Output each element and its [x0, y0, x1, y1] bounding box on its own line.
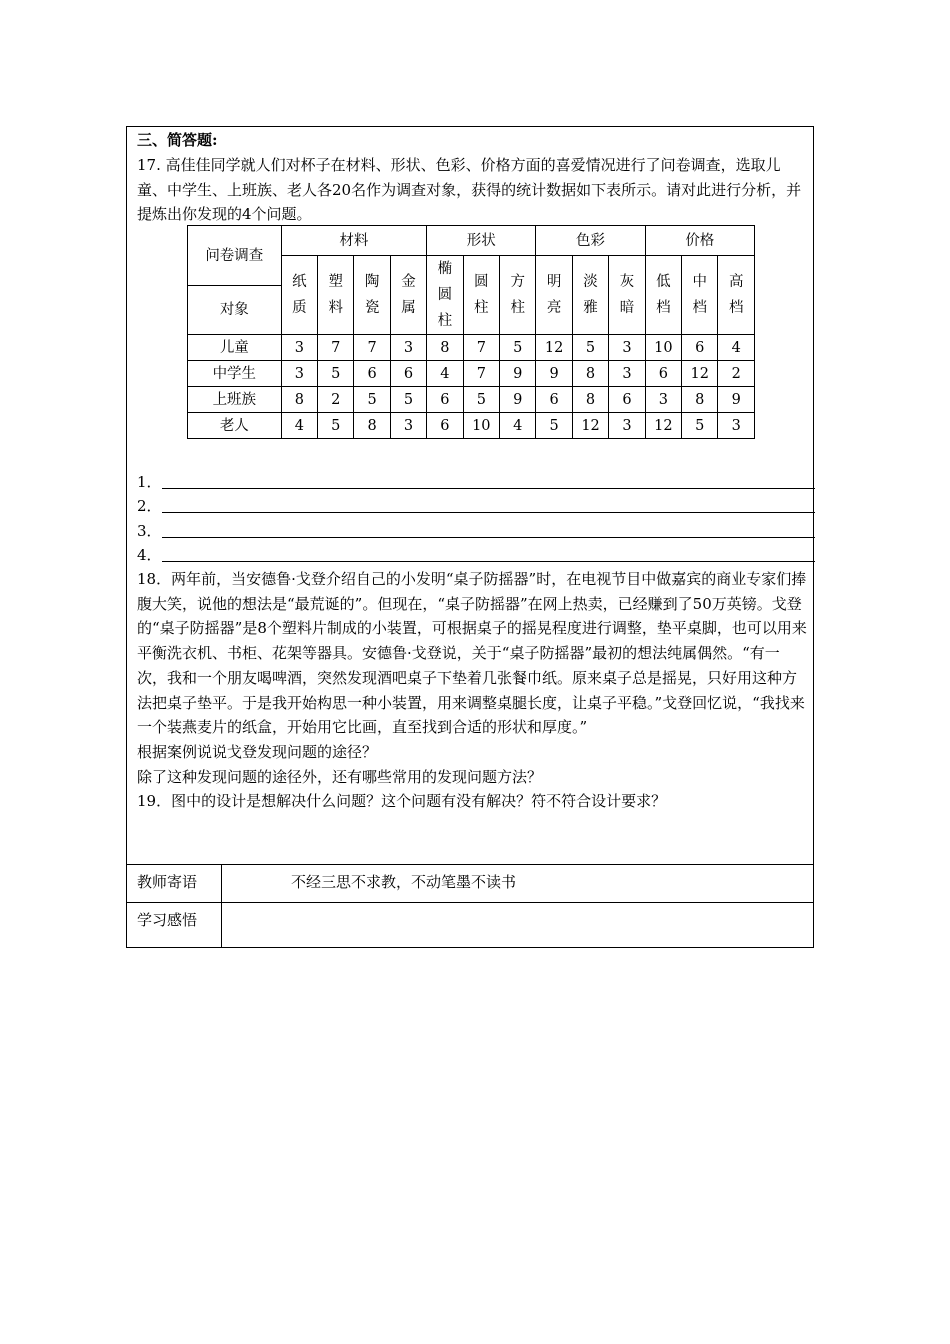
table-cell: 12 — [682, 361, 718, 387]
subheader: 陶 瓷 — [354, 256, 390, 335]
table-cell: 5 — [572, 335, 608, 361]
row-label: 儿童 — [188, 335, 282, 361]
section-title: 三、简答题: — [137, 131, 218, 149]
answer-line[interactable] — [137, 469, 809, 493]
table-cell: 5 — [500, 335, 536, 361]
teacher-message-row — [127, 865, 813, 903]
answer-line[interactable] — [137, 542, 809, 566]
question-17-text: 17. 高佳佳同学就人们对杯子在材料、形状、色彩、价格方面的喜爱情况进行了问卷调查，选取儿童、中学生、上班族、老人各20名作为调查对象，获得的统计数据如下表所示。请对此进行分析，并提炼出你发现的4个问题。 — [137, 156, 802, 224]
table-cell: 8 — [682, 387, 718, 413]
table-cell: 10 — [645, 335, 681, 361]
table-cell: 6 — [536, 387, 572, 413]
row-label: 老人 — [188, 413, 282, 439]
table-cell: 9 — [500, 387, 536, 413]
table-cell: 3 — [281, 335, 317, 361]
subheader: 高 档 — [718, 256, 755, 335]
table-cell: 6 — [354, 361, 390, 387]
table-cell: 8 — [354, 413, 390, 439]
table-cell: 3 — [609, 413, 645, 439]
table-cell: 8 — [572, 361, 608, 387]
table-cell: 3 — [281, 361, 317, 387]
subheader: 椭 圆 柱 — [427, 256, 463, 335]
table-cell: 5 — [536, 413, 572, 439]
teacher-message-label: 教师寄语 — [137, 873, 198, 891]
reflection-row — [127, 903, 813, 947]
table-cell: 6 — [609, 387, 645, 413]
question-18-prompt-2: 除了这种发现问题的途径外，还有哪些常用的发现问题方法？ — [137, 767, 543, 786]
short-answer-section — [127, 127, 813, 865]
subheader: 灰 暗 — [609, 256, 645, 335]
group-header-material: 材料 — [281, 226, 427, 256]
table-cell: 3 — [609, 361, 645, 387]
table-cell: 12 — [645, 413, 681, 439]
answer-line[interactable] — [137, 493, 809, 517]
table-cell: 3 — [645, 387, 681, 413]
subheader: 淡 雅 — [572, 256, 608, 335]
table-cell: 4 — [500, 413, 536, 439]
answer-number: 3． — [137, 522, 162, 540]
survey-table — [187, 225, 755, 439]
subheader: 低 档 — [645, 256, 681, 335]
reflection-label: 学习感悟 — [137, 911, 198, 929]
answer-number: 1． — [137, 473, 162, 491]
subheader: 塑 料 — [318, 256, 354, 335]
table-cell: 6 — [645, 361, 681, 387]
table-cell: 6 — [427, 387, 463, 413]
table-cell: 9 — [536, 361, 572, 387]
subheader: 方 柱 — [500, 256, 536, 335]
answer-line[interactable] — [137, 518, 809, 542]
group-header-price: 价格 — [645, 226, 754, 256]
table-cell: 2 — [718, 361, 755, 387]
subheader: 明 亮 — [536, 256, 572, 335]
question-18-prompt-1: 根据案例说说戈登发现问题的途径？ — [137, 742, 378, 761]
answer-underline — [162, 512, 815, 513]
table-cell: 5 — [390, 387, 426, 413]
table-cell: 6 — [682, 335, 718, 361]
table-cell: 4 — [718, 335, 755, 361]
table-cell: 4 — [427, 361, 463, 387]
table-row — [188, 387, 755, 413]
table-cell: 12 — [572, 413, 608, 439]
table-cell: 10 — [463, 413, 499, 439]
table-cell: 3 — [390, 335, 426, 361]
table-cell: 6 — [390, 361, 426, 387]
answer-number: 2． — [137, 497, 162, 515]
answer-underline — [162, 561, 815, 562]
answer-underline — [162, 537, 815, 538]
subheader: 金 属 — [390, 256, 426, 335]
corner-header-top: 问卷调查 — [188, 226, 282, 286]
subheader: 圆 柱 — [463, 256, 499, 335]
table-cell: 5 — [463, 387, 499, 413]
table-row — [188, 335, 755, 361]
question-18-text: 18．两年前，当安德鲁·戈登介绍自己的小发明“桌子防摇器”时，在电视节目中做嘉宾的商业专家们捧腹大笑，说他的想法是“最荒诞的”。但现在，“桌子防摇器”在网上热卖，已经赚到了50万英镑。戈登的“桌子防摇器”是8个塑料片制成的小装置，可根据桌子的摇晃程度进行调整，垫平桌脚，也可以用来平衡洗衣机、书柜、花架等器具。安德鲁·戈登说，关于“桌子防摇器”最初的想法纯属偶然。“有一次，我和一个朋友喝啤酒，突然发现酒吧桌子下垫着几张餐巾纸。原来桌子总是摇晃，只好用这种方法把桌子垫平。于是我开始构思一种小装置，用来调整桌腿长度，让桌子平稳。”戈登回忆说，“我找来一个装燕麦片的纸盒，开始用它比画，直至找到合适的形状和厚度。” — [137, 570, 807, 737]
table-cell: 9 — [500, 361, 536, 387]
table-cell: 7 — [318, 335, 354, 361]
question-18-block — [137, 567, 809, 814]
table-cell: 8 — [281, 387, 317, 413]
question-19-text: 19．图中的设计是想解决什么问题？这个问题有没有解决？符不符合设计要求？ — [137, 792, 667, 811]
table-cell: 7 — [463, 361, 499, 387]
footer-divider — [221, 865, 222, 902]
worksheet-frame — [126, 126, 814, 948]
row-label: 中学生 — [188, 361, 282, 387]
subheader: 中 档 — [682, 256, 718, 335]
table-cell: 4 — [281, 413, 317, 439]
answer-number: 4． — [137, 546, 162, 564]
row-label: 上班族 — [188, 387, 282, 413]
table-cell: 2 — [318, 387, 354, 413]
table-row — [188, 413, 755, 439]
table-cell: 3 — [609, 335, 645, 361]
table-cell: 7 — [354, 335, 390, 361]
table-cell: 5 — [318, 361, 354, 387]
subheader: 纸 质 — [281, 256, 317, 335]
table-cell: 5 — [318, 413, 354, 439]
table-cell: 3 — [718, 413, 755, 439]
corner-header-bottom: 对象 — [188, 286, 282, 335]
table-cell: 5 — [682, 413, 718, 439]
table-cell: 8 — [572, 387, 608, 413]
footer-divider — [221, 903, 222, 947]
table-cell: 7 — [463, 335, 499, 361]
table-cell: 3 — [390, 413, 426, 439]
group-header-color: 色彩 — [536, 226, 645, 256]
table-cell: 12 — [536, 335, 572, 361]
table-cell: 9 — [718, 387, 755, 413]
table-cell: 5 — [354, 387, 390, 413]
table-cell: 8 — [427, 335, 463, 361]
group-header-shape: 形状 — [427, 226, 536, 256]
answer-underline — [162, 488, 815, 489]
table-cell: 6 — [427, 413, 463, 439]
teacher-message-value: 不经三思不求教，不动笔墨不读书 — [291, 873, 517, 891]
table-row — [188, 361, 755, 387]
